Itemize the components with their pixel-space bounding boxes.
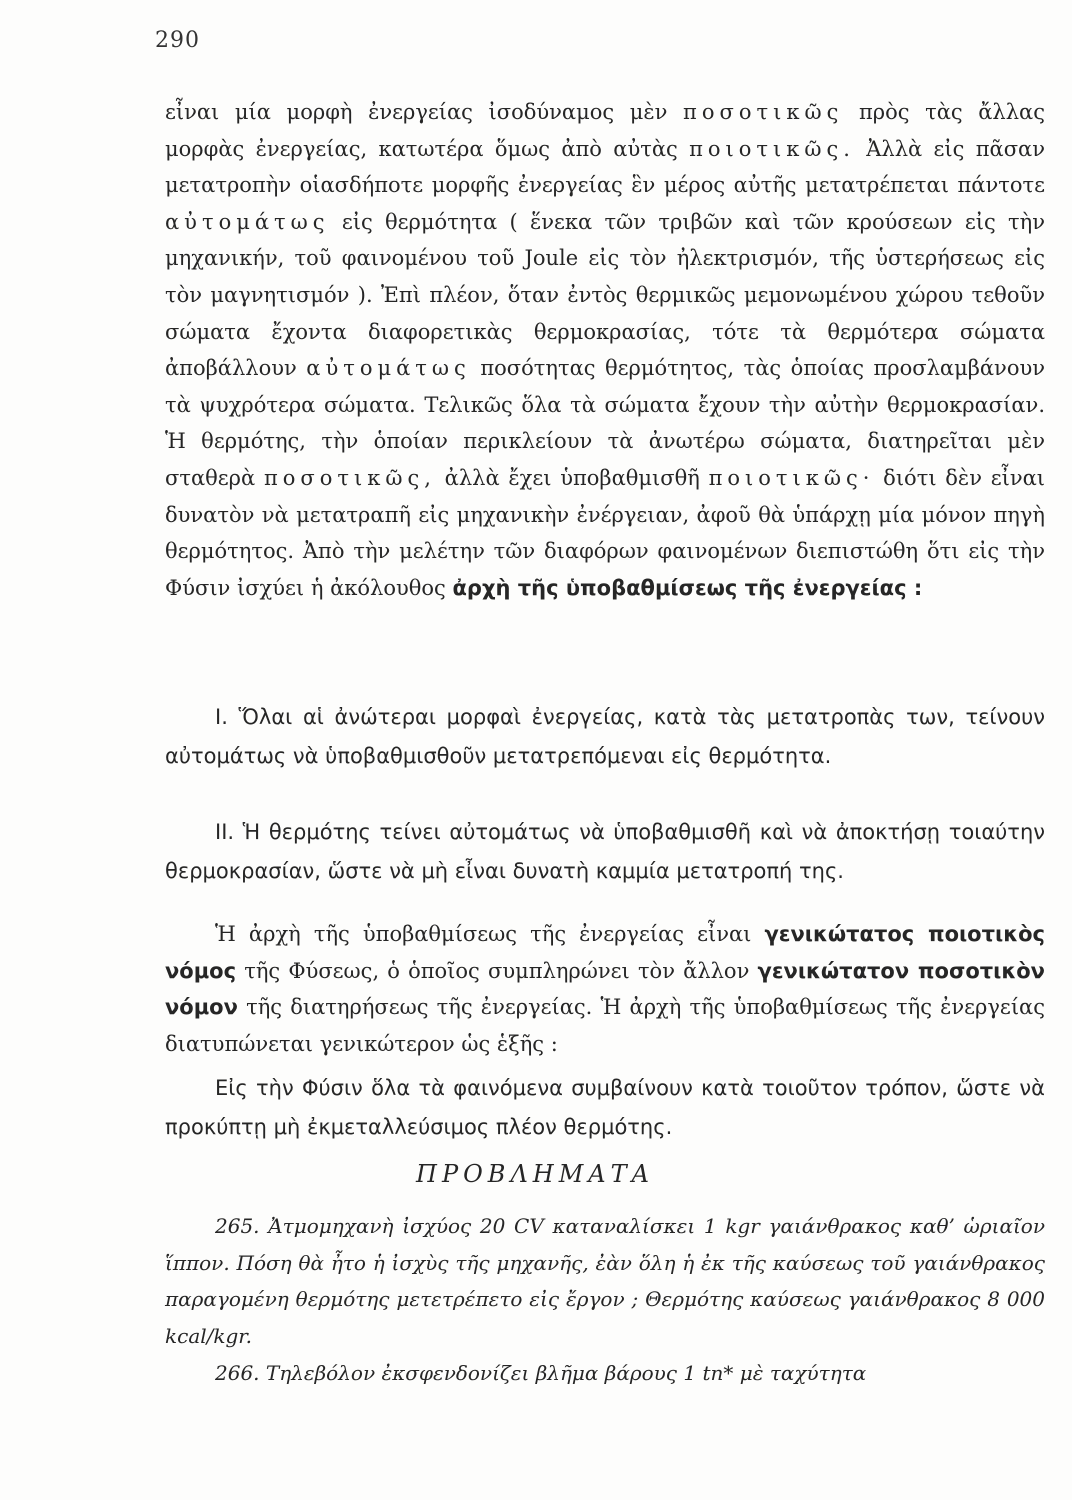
intro-text: διότι δὲν εἶναι δυνατὸν νὰ μετατραπῆ εἰς μηχανικὴν ἐνέργειαν, ἀφοῦ θὰ ὑπάρχῃ μία μόνον πηγὴ θερμότητος. Ἀπὸ τὴν μελέτην τῶν διαφόρων φαινομένων διεπιστώθη ὅτι εἰς τὴν Φύσιν ἰσχύει ἡ ἀκόλουθος (165, 465, 1046, 600)
bold-term: γενικώτατον ποσοτικὸν νόμον (165, 958, 1045, 1020)
spaced-word: ποσοτικῶς (683, 100, 844, 124)
bold-term: γενικώτατος ποιοτικὸς νόμος (165, 922, 1045, 983)
law-2: II. Ἡ θερμότης τείνει αὐτομάτως νὰ ὑποβαθμισθῆ καὶ νὰ ἀποκτήσῃ τοιαύτην θερμοκρασίαν, ὥστε νὰ μὴ εἶναι δυνατὴ καμμία μετατροπή της. (165, 820, 1045, 883)
general-text: τῆς διατηρήσεως τῆς ἐνεργείας. Ἡ ἀρχὴ τῆς ὑποβαθμίσεως τῆς ἐνεργείας διατυπώνεται γενικώτερον ὡς ἑξῆς : (165, 995, 1045, 1056)
problem-265: 265. Ἀτμομηχανὴ ἰσχύος 20 CV καταναλίσκει 1 kgr γαιάνθρακος καθ’ ὡριαῖον ἵππον. Πόση θὰ ἦτο ἡ ἰσχὺς τῆς μηχανῆς, ἐὰν ὅλη ἡ ἐκ τῆς καύσεως τοῦ γαιάνθρακος παραγομένη θερμότης μετετρέπετο εἰς ἔργον ; Θερμότης καύσεως γαιάνθρακος 8 000 kcal/kgr. (165, 1214, 1045, 1348)
general-text: τῆς Φύσεως, ὁ ὁποῖος συμπληρώνει τὸν ἄλλον (236, 958, 758, 983)
principle-statement: Εἰς τὴν Φύσιν ὅλα τὰ φαινόμενα συμβαίνουν κατὰ τοιοῦτον τρόπον, ὥστε νὰ προκύπτῃ μὴ ἐκμεταλλεύσιμος πλέον θερμότης. (165, 1076, 1045, 1139)
law-1: I. Ὅλαι αἱ ἀνώτεραι μορφαὶ ἐνεργείας, κατὰ τὰς μετατροπὰς των, τείνουν αὐτομάτως νὰ ὑποβαθμισθοῦν μετατρεπόμεναι εἰς θερμότητα. (165, 705, 1045, 768)
page-number: 290 (155, 28, 200, 53)
intro-text: ἀλλὰ ἔχει ὑποβαθμισθῆ (435, 465, 709, 490)
spaced-word: αὐτομάτως (306, 356, 471, 381)
spaced-word: ποιοτικῶς· (708, 465, 875, 490)
intro-text: πρὸς τὰς ἄλλας μορφὰς ἐνεργείας, κατωτέρα ὅμως ἀπὸ αὐτὰς (165, 100, 1045, 161)
general-text: Ἡ ἀρχὴ τῆς ὑποβαθμίσεως τῆς ἐνεργείας εἶναι (215, 922, 765, 946)
spaced-word: αὐτομάτως (165, 209, 330, 234)
problems-heading: ΠΡΟΒΛΗΜΑΤΑ (416, 1160, 654, 1188)
intro-text: εἰς θερμότητα ( ἕνεκα τῶν τριβῶν καὶ τῶν κρούσεων εἰς τὴν μηχανικήν, τοῦ φαινομένου τοῦ Joule εἰς τὸν ἠλεκτρισμόν, τῆς ὑστερήσεως εἰς τὸν μαγνητισμόν ). Ἐπὶ πλέον, ὅταν ἐντὸς θερμικῶς μεμονωμένου χώρου τεθοῦν σώματα ἔχοντα διαφορετικὰς θερμοκρασίας, τότε τὰ θερμότερα σώματα ἀποβάλλουν (165, 209, 1045, 381)
intro-text: εἶναι μία μορφὴ ἐνεργείας ἰσοδύναμος μὲν (165, 100, 684, 124)
spaced-word: ποσοτικῶς, (263, 465, 436, 490)
intro-text: Ἀλλὰ εἰς πᾶσαν μετατροπὴν οἱασδήποτε μορφῆς ἐνεργείας ἓν μέρος αὐτῆς μετατρέπεται πάντοτε (165, 136, 1045, 198)
spaced-word: ποιοτικῶς. (689, 136, 855, 161)
general-paragraph (165, 916, 1045, 1062)
intro-paragraph (165, 94, 1045, 606)
intro-text: ποσότητας θερμότητος, τὰς ὁποίας προσλαμβάνουν τὰ ψυχρότερα σώματα. Τελικῶς ὅλα τὰ σώματα ἔχουν τὴν αὐτὴν θερμοκρασίαν. Ἡ θερμότης, τὴν ὁποίαν περικλείουν τὰ ἀνωτέρω σώματα, διατηρεῖται μὲν σταθερὰ (165, 356, 1045, 490)
principle-title: ἀρχὴ τῆς ὑποβαθμίσεως τῆς ἐνεργείας : (452, 575, 923, 600)
problem-266: 266. Τηλεβόλον ἐκσφενδονίζει βλῆμα βάρους 1 tn* μὲ ταχύτητα (215, 1361, 867, 1385)
